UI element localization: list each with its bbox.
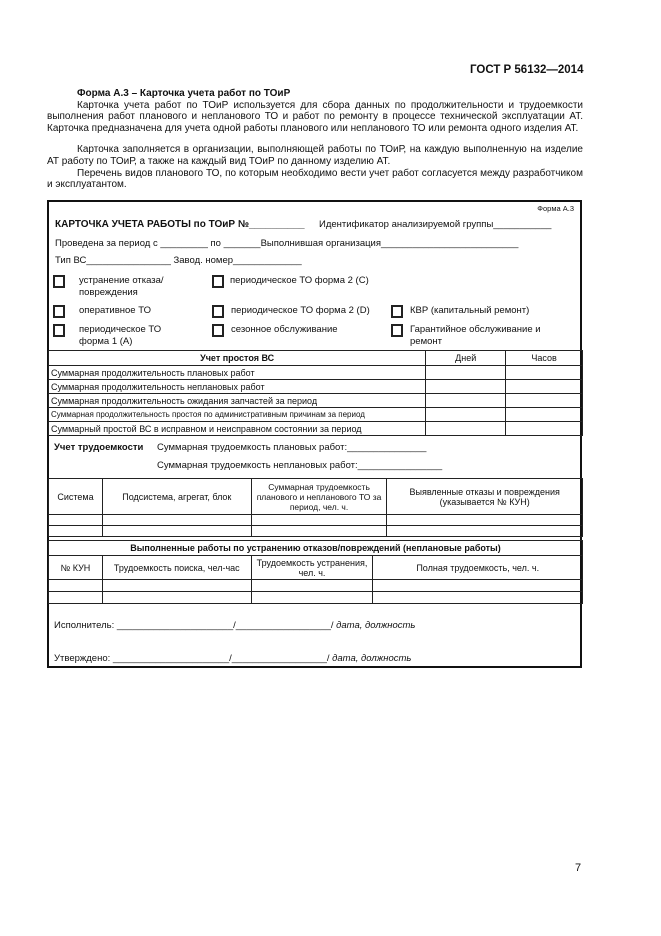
table-cell[interactable] (102, 526, 251, 537)
approved-caption: дата, должность (329, 653, 412, 664)
intro-text (47, 88, 583, 191)
option-periodic-c: периодическое ТО форма 2 (С) (230, 275, 369, 286)
checkbox-operational[interactable] (53, 305, 65, 318)
intro-paragraph-2: Карточка заполняется в организации, выполняющей работы по ТОиР, на каждую выполненную на изделие АТ работу по ТОиР, а также на каждый вид ТОиР по данному изделию АТ. (47, 144, 583, 167)
card-title: КАРТОЧКА УЧЕТА РАБОТЫ по ТОиР №__________ (55, 219, 305, 230)
checkbox-seasonal[interactable] (212, 324, 224, 337)
labor-planned-field[interactable]: Суммарная трудоемкость плановых работ:_______________ (157, 442, 427, 453)
systems-table (48, 478, 583, 537)
table-cell[interactable] (251, 515, 387, 526)
period-field[interactable]: Проведена за период с _________ по _______Выполнившая организация__________________________ (55, 238, 519, 249)
table-cell[interactable] (387, 526, 583, 537)
table-cell[interactable] (102, 580, 251, 592)
table-cell[interactable] (49, 515, 103, 526)
table-cell[interactable] (251, 580, 373, 592)
col-days: Дней (426, 351, 506, 366)
option-seasonal: сезонное обслуживание (231, 324, 338, 335)
hours-cell[interactable] (506, 394, 583, 408)
standard-number: ГОСТ Р 56132—2014 (470, 64, 584, 76)
intro-paragraph-1: Карточка учета работ по ТОиР используется для сбора данных по продолжительности и трудоемкости выполнения работ планового и непланового ТО и работ по ремонту в процессе технической эксплуатации АТ. Карточка предназначена для учета одной работы планового или непланового ТО или ремонта одного изделия АТ. (47, 99, 583, 134)
table-cell[interactable] (251, 592, 373, 604)
col-subsystem: Подсистема, агрегат, блок (102, 479, 251, 515)
labor-unplanned-field[interactable]: Суммарная трудоемкость неплановых работ:________________ (157, 460, 443, 471)
option-warranty: Гарантийное обслуживание и ремонт (410, 324, 541, 347)
table-row: Суммарная продолжительность плановых работ (49, 366, 426, 380)
aircraft-type-field[interactable]: Тип ВС________________ Завод. номер_____________ (55, 255, 302, 266)
col-fix-labor: Трудоемкость устранения, чел. ч. (251, 556, 373, 580)
table-cell[interactable] (373, 580, 583, 592)
col-system: Система (49, 479, 103, 515)
table-cell[interactable] (49, 580, 103, 592)
table-row: Суммарная продолжительность ожидания запчастей за период (49, 394, 426, 408)
table-cell[interactable] (387, 515, 583, 526)
table-cell[interactable] (102, 515, 251, 526)
option-failure-repair: устранение отказа/ повреждения (79, 275, 164, 298)
col-search-labor: Трудоемкость поиска, чел-час (102, 556, 251, 580)
approved-line: Утверждено: ______________________/__________________/ (54, 653, 330, 664)
checkbox-periodic-d[interactable] (212, 305, 224, 318)
table-cell[interactable] (49, 526, 103, 537)
form-heading: Форма А.3 – Карточка учета работ по ТОиР (77, 88, 291, 99)
table-cell[interactable] (102, 592, 251, 604)
table-cell[interactable] (251, 526, 387, 537)
executor-signature-field[interactable] (54, 620, 415, 631)
option-overhaul: КВР (капитальный ремонт) (410, 305, 530, 316)
option-periodic-a: периодическое ТО форма 1 (А) (79, 324, 162, 347)
downtime-table (48, 350, 583, 436)
table-row: Суммарная продолжительность простоя по административным причинам за период (49, 408, 426, 422)
failures-header: Выполненные работы по устранению отказов/повреждений (неплановые работы) (49, 541, 583, 556)
days-cell[interactable] (426, 408, 506, 422)
checkbox-overhaul[interactable] (391, 305, 403, 318)
table-row: Суммарная продолжительность неплановых работ (49, 380, 426, 394)
hours-cell[interactable] (506, 380, 583, 394)
col-hours: Часов (506, 351, 583, 366)
work-record-card (47, 200, 582, 668)
executor-caption: дата, должность (333, 620, 416, 631)
form-tag: Форма А.3 (537, 204, 574, 213)
downtime-header: Учет простоя ВС (49, 351, 426, 366)
failures-table (48, 540, 583, 604)
hours-cell[interactable] (506, 408, 583, 422)
days-cell[interactable] (426, 422, 506, 436)
table-row: Суммарный простой ВС в исправном и неисправном состоянии за период (49, 422, 426, 436)
col-full-labor: Полная трудоемкость, чел. ч. (373, 556, 583, 580)
executor-line: Исполнитель: ______________________/__________________/ (54, 620, 334, 631)
table-cell[interactable] (373, 592, 583, 604)
days-cell[interactable] (426, 394, 506, 408)
approved-signature-field[interactable] (54, 653, 411, 664)
table-cell[interactable] (49, 592, 103, 604)
intro-paragraph-3: Перечень видов планового ТО, по которым необходимо вести учет работ согласуется между разработчиком и эксплуатантом. (47, 167, 583, 191)
page-number: 7 (575, 862, 582, 874)
checkbox-periodic-a[interactable] (53, 324, 65, 337)
days-cell[interactable] (426, 366, 506, 380)
checkbox-periodic-c[interactable] (212, 275, 224, 288)
group-id-field[interactable]: Идентификатор анализируемой группы___________ (319, 219, 552, 230)
col-failures-found: Выявленные отказы и повреждения (указывается № КУН) (387, 479, 583, 515)
col-labor-total: Суммарная трудоемкость планового и непланового ТО за период, чел. ч. (251, 479, 387, 515)
labor-label: Учет трудоемкости (54, 442, 144, 453)
option-periodic-d: периодическое ТО форма 2 (D) (231, 305, 370, 316)
days-cell[interactable] (426, 380, 506, 394)
checkbox-failure-repair[interactable] (53, 275, 65, 288)
hours-cell[interactable] (506, 422, 583, 436)
col-kun: № КУН (49, 556, 103, 580)
hours-cell[interactable] (506, 366, 583, 380)
option-operational: оперативное ТО (79, 305, 151, 316)
checkbox-warranty[interactable] (391, 324, 403, 337)
